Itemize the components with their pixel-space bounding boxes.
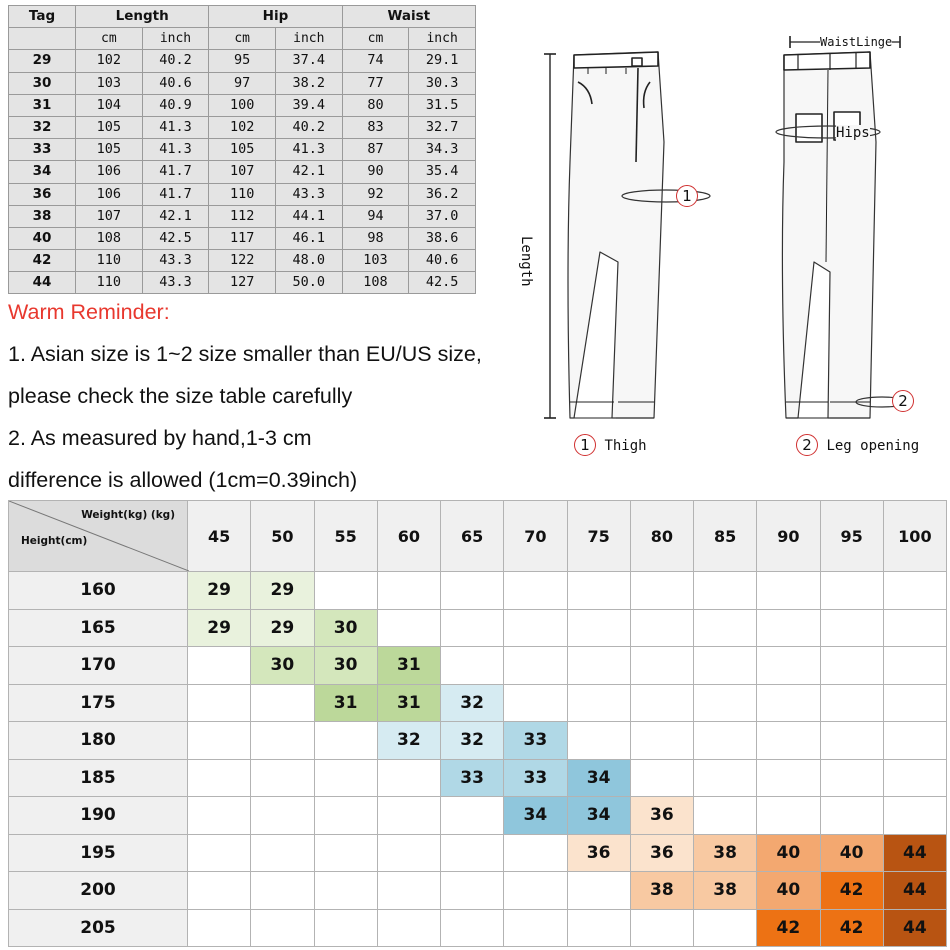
- reminder-line-4: difference is allowed (1cm=0.39inch): [8, 468, 358, 492]
- measurement-cell: 35.4: [409, 161, 476, 183]
- size-cell: 29: [188, 572, 251, 610]
- measurement-cell: 42.5: [142, 227, 209, 249]
- measurement-cell: 94: [342, 205, 409, 227]
- unit-cell: cm: [209, 28, 276, 50]
- weight-header-cell: 70: [504, 501, 567, 572]
- size-cell: 33: [441, 759, 504, 797]
- measurement-cell: 48.0: [275, 250, 342, 272]
- empty-cell: [314, 834, 377, 872]
- measurement-cell: 41.3: [142, 139, 209, 161]
- measurement-cell: 117: [209, 227, 276, 249]
- weight-header-cell: 65: [441, 501, 504, 572]
- empty-cell: [630, 647, 693, 685]
- empty-cell: [757, 722, 820, 760]
- size-cell: 29: [251, 609, 314, 647]
- height-cell: 195: [9, 834, 188, 872]
- size-cell: 38: [630, 872, 693, 910]
- size-cell: 38: [694, 834, 757, 872]
- measurement-cell: 42.5: [409, 272, 476, 294]
- size-cell: 34: [504, 797, 567, 835]
- empty-cell: [820, 759, 883, 797]
- empty-cell: [883, 722, 946, 760]
- empty-cell: [630, 722, 693, 760]
- empty-cell: [820, 722, 883, 760]
- measurement-cell: 105: [76, 116, 143, 138]
- pants-measurement-diagram: [518, 22, 950, 462]
- size-cell: 42: [757, 909, 820, 947]
- measurement-cell: 32.7: [409, 116, 476, 138]
- measurement-cell: 102: [76, 50, 143, 72]
- tag-cell: 38: [9, 205, 76, 227]
- empty-cell: [694, 572, 757, 610]
- empty-cell: [694, 797, 757, 835]
- weight-header-cell: 85: [694, 501, 757, 572]
- measurement-cell: 112: [209, 205, 276, 227]
- measurement-cell: 34.3: [409, 139, 476, 161]
- measurement-cell: 106: [76, 161, 143, 183]
- size-cell: 36: [567, 834, 630, 872]
- size-cell: 32: [441, 684, 504, 722]
- empty-cell: [694, 647, 757, 685]
- weight-header-cell: 95: [820, 501, 883, 572]
- empty-cell: [883, 572, 946, 610]
- unit-cell: cm: [76, 28, 143, 50]
- size-cell: 44: [883, 872, 946, 910]
- weight-axis-label: Weight(kg) (kg): [81, 509, 175, 521]
- empty-cell: [188, 909, 251, 947]
- thigh-legend-label: Thigh: [604, 438, 647, 454]
- size-cell: 32: [377, 722, 440, 760]
- empty-cell: [188, 722, 251, 760]
- empty-cell: [567, 722, 630, 760]
- empty-cell: [820, 572, 883, 610]
- measurement-cell: 92: [342, 183, 409, 205]
- tag-cell: 40: [9, 227, 76, 249]
- empty-cell: [377, 909, 440, 947]
- thigh-legend-marker: 1: [574, 434, 596, 456]
- empty-cell: [188, 797, 251, 835]
- unit-cell: inch: [409, 28, 476, 50]
- height-cell: 160: [9, 572, 188, 610]
- empty-cell: [504, 647, 567, 685]
- empty-cell: [251, 909, 314, 947]
- hips-label: Hips: [836, 125, 870, 141]
- unit-cell: inch: [275, 28, 342, 50]
- measurement-cell: 30.3: [409, 72, 476, 94]
- empty-cell: [694, 722, 757, 760]
- measurement-cell: 98: [342, 227, 409, 249]
- tag-cell: 32: [9, 116, 76, 138]
- leg-opening-legend-marker: 2: [796, 434, 818, 456]
- height-row: [9, 684, 947, 722]
- size-chart-row: [9, 227, 476, 249]
- measurement-cell: 41.3: [142, 116, 209, 138]
- height-cell: 205: [9, 909, 188, 947]
- tag-cell: 34: [9, 161, 76, 183]
- empty-cell: [251, 684, 314, 722]
- length-label: Length: [518, 236, 534, 287]
- measurement-cell: 44.1: [275, 205, 342, 227]
- measurement-cell: 83: [342, 116, 409, 138]
- empty-cell: [314, 722, 377, 760]
- size-cell: 29: [188, 609, 251, 647]
- measurement-cell: 110: [76, 272, 143, 294]
- measurement-cell: 40.2: [142, 50, 209, 72]
- size-chart-row: [9, 50, 476, 72]
- measurement-cell: 103: [76, 72, 143, 94]
- measurement-cell: 90: [342, 161, 409, 183]
- measurement-cell: 38.2: [275, 72, 342, 94]
- measurement-cell: 42.1: [142, 205, 209, 227]
- height-row: [9, 647, 947, 685]
- weight-height-corner: [9, 501, 188, 572]
- size-cell: 32: [441, 722, 504, 760]
- pants-outline-illustration: [530, 22, 950, 462]
- measurement-cell: 41.3: [275, 139, 342, 161]
- empty-cell: [567, 684, 630, 722]
- size-cell: 40: [757, 872, 820, 910]
- empty-cell: [314, 572, 377, 610]
- empty-cell: [694, 909, 757, 947]
- height-cell: 190: [9, 797, 188, 835]
- tag-cell: 36: [9, 183, 76, 205]
- size-cell: 44: [883, 909, 946, 947]
- size-cell: 36: [630, 797, 693, 835]
- weight-header-cell: 75: [567, 501, 630, 572]
- measurement-cell: 41.7: [142, 183, 209, 205]
- height-axis-label: Height(cm): [21, 535, 88, 547]
- measurement-cell: 40.6: [142, 72, 209, 94]
- measurement-cell: 102: [209, 116, 276, 138]
- empty-cell: [757, 797, 820, 835]
- measurement-cell: 42.1: [275, 161, 342, 183]
- measurement-cell: 40.6: [409, 250, 476, 272]
- size-cell: 34: [567, 797, 630, 835]
- empty-cell: [441, 909, 504, 947]
- size-cell: 40: [820, 834, 883, 872]
- empty-cell: [314, 759, 377, 797]
- size-cell: 30: [314, 609, 377, 647]
- size-cell: 31: [377, 647, 440, 685]
- size-cell: 31: [314, 684, 377, 722]
- empty-cell: [694, 684, 757, 722]
- size-cell: 30: [251, 647, 314, 685]
- header-hip: Hip: [209, 6, 342, 28]
- empty-cell: [757, 684, 820, 722]
- height-cell: 170: [9, 647, 188, 685]
- empty-cell: [504, 834, 567, 872]
- empty-cell: [377, 759, 440, 797]
- height-row: [9, 797, 947, 835]
- size-cell: 33: [504, 722, 567, 760]
- empty-cell: [630, 909, 693, 947]
- size-chart-row: [9, 139, 476, 161]
- empty-cell: [567, 909, 630, 947]
- size-cell: 44: [883, 834, 946, 872]
- empty-cell: [251, 834, 314, 872]
- empty-cell: [757, 572, 820, 610]
- empty-cell: [883, 647, 946, 685]
- measurement-cell: 46.1: [275, 227, 342, 249]
- size-chart-row: [9, 272, 476, 294]
- size-cell: 34: [567, 759, 630, 797]
- header-tag: Tag: [9, 6, 76, 28]
- header-waist: Waist: [342, 6, 475, 28]
- size-cell: 31: [377, 684, 440, 722]
- weight-header-cell: 80: [630, 501, 693, 572]
- empty-cell: [188, 647, 251, 685]
- reminder-line-3: 2. As measured by hand,1-3 cm: [8, 426, 312, 450]
- empty-cell: [377, 572, 440, 610]
- empty-cell: [251, 797, 314, 835]
- weight-header-cell: 100: [883, 501, 946, 572]
- tag-cell: 42: [9, 250, 76, 272]
- thigh-legend: [574, 434, 647, 456]
- size-cell: 33: [504, 759, 567, 797]
- leg-opening-marker: 2: [892, 390, 914, 412]
- empty-cell: [630, 684, 693, 722]
- measurement-cell: 38.6: [409, 227, 476, 249]
- measurement-cell: 40.9: [142, 94, 209, 116]
- empty-cell: [377, 609, 440, 647]
- empty-cell: [441, 834, 504, 872]
- empty-cell: [757, 609, 820, 647]
- empty-cell: [630, 572, 693, 610]
- size-cell: 36: [630, 834, 693, 872]
- empty-cell: [188, 834, 251, 872]
- size-cell: 30: [314, 647, 377, 685]
- empty-cell: [314, 872, 377, 910]
- height-cell: 165: [9, 609, 188, 647]
- tag-cell: 30: [9, 72, 76, 94]
- measurement-cell: 43.3: [275, 183, 342, 205]
- empty-cell: [377, 797, 440, 835]
- empty-cell: [504, 909, 567, 947]
- height-row: [9, 722, 947, 760]
- height-row: [9, 872, 947, 910]
- measurement-cell: 29.1: [409, 50, 476, 72]
- measurement-cell: 105: [76, 139, 143, 161]
- weight-header-cell: 50: [251, 501, 314, 572]
- tag-cell: 29: [9, 50, 76, 72]
- empty-cell: [567, 872, 630, 910]
- measurement-cell: 100: [209, 94, 276, 116]
- header-length: Length: [76, 6, 209, 28]
- measurement-cell: 110: [76, 250, 143, 272]
- measurement-cell: 40.2: [275, 116, 342, 138]
- warm-reminder-title: Warm Reminder:: [8, 300, 170, 324]
- weight-header-cell: 90: [757, 501, 820, 572]
- empty-cell: [504, 572, 567, 610]
- measurement-cell: 108: [76, 227, 143, 249]
- size-cell: 42: [820, 872, 883, 910]
- size-chart-row: [9, 205, 476, 227]
- height-row: [9, 572, 947, 610]
- measurement-cell: 95: [209, 50, 276, 72]
- empty-cell: [441, 797, 504, 835]
- empty-cell: [567, 609, 630, 647]
- empty-cell: [567, 572, 630, 610]
- measurement-cell: 31.5: [409, 94, 476, 116]
- unit-cell: inch: [142, 28, 209, 50]
- measurement-cell: 37.0: [409, 205, 476, 227]
- measurement-cell: 36.2: [409, 183, 476, 205]
- empty-cell: [188, 872, 251, 910]
- empty-cell: [883, 797, 946, 835]
- empty-cell: [377, 834, 440, 872]
- measurement-cell: 105: [209, 139, 276, 161]
- measurement-cell: 108: [342, 272, 409, 294]
- empty-cell: [251, 872, 314, 910]
- size-cell: 42: [820, 909, 883, 947]
- height-cell: 185: [9, 759, 188, 797]
- height-row: [9, 609, 947, 647]
- unit-cell: cm: [342, 28, 409, 50]
- measurement-cell: 127: [209, 272, 276, 294]
- measurement-cell: 80: [342, 94, 409, 116]
- measurement-cell: 110: [209, 183, 276, 205]
- empty-cell: [757, 647, 820, 685]
- reminder-line-1: 1. Asian size is 1~2 size smaller than EU/US size,: [8, 342, 482, 366]
- measurement-cell: 43.3: [142, 250, 209, 272]
- size-chart-units-row: [9, 28, 476, 50]
- size-cell: 38: [694, 872, 757, 910]
- empty-cell: [630, 609, 693, 647]
- size-cell: 29: [251, 572, 314, 610]
- empty-cell: [694, 759, 757, 797]
- empty-cell: [883, 609, 946, 647]
- weight-header-cell: 60: [377, 501, 440, 572]
- empty-cell: [820, 609, 883, 647]
- empty-cell: [567, 647, 630, 685]
- height-cell: 200: [9, 872, 188, 910]
- size-chart-header-row: [9, 6, 476, 28]
- leg-opening-legend-label: Leg opening: [826, 438, 920, 454]
- empty-cell: [188, 759, 251, 797]
- empty-cell: [504, 872, 567, 910]
- size-recommendation-table: [8, 500, 947, 947]
- weight-header-row: [9, 501, 947, 572]
- height-cell: 175: [9, 684, 188, 722]
- height-row: [9, 759, 947, 797]
- measurement-cell: 97: [209, 72, 276, 94]
- units-blank-cell: [9, 28, 76, 50]
- empty-cell: [441, 609, 504, 647]
- waist-label: WaistLinge: [820, 35, 893, 49]
- thigh-marker: 1: [676, 185, 698, 207]
- measurement-cell: 87: [342, 139, 409, 161]
- height-row: [9, 909, 947, 947]
- empty-cell: [504, 684, 567, 722]
- size-chart-row: [9, 94, 476, 116]
- empty-cell: [188, 684, 251, 722]
- empty-cell: [314, 797, 377, 835]
- tag-cell: 31: [9, 94, 76, 116]
- size-chart-row: [9, 250, 476, 272]
- weight-header-cell: 55: [314, 501, 377, 572]
- empty-cell: [757, 759, 820, 797]
- size-chart-row: [9, 72, 476, 94]
- measurement-cell: 122: [209, 250, 276, 272]
- empty-cell: [504, 609, 567, 647]
- empty-cell: [441, 647, 504, 685]
- empty-cell: [314, 909, 377, 947]
- empty-cell: [441, 572, 504, 610]
- tag-cell: 44: [9, 272, 76, 294]
- measurement-cell: 41.7: [142, 161, 209, 183]
- size-chart-row: [9, 116, 476, 138]
- empty-cell: [883, 684, 946, 722]
- reminder-line-2: please check the size table carefully: [8, 384, 353, 408]
- tag-cell: 33: [9, 139, 76, 161]
- size-cell: 40: [757, 834, 820, 872]
- measurement-cell: 37.4: [275, 50, 342, 72]
- measurement-cell: 104: [76, 94, 143, 116]
- measurement-cell: 39.4: [275, 94, 342, 116]
- empty-cell: [820, 797, 883, 835]
- empty-cell: [630, 759, 693, 797]
- measurement-cell: 74: [342, 50, 409, 72]
- empty-cell: [377, 872, 440, 910]
- measurement-cell: 106: [76, 183, 143, 205]
- empty-cell: [883, 759, 946, 797]
- empty-cell: [441, 872, 504, 910]
- weight-header-cell: 45: [188, 501, 251, 572]
- size-chart-row: [9, 161, 476, 183]
- empty-cell: [251, 759, 314, 797]
- measurement-cell: 107: [209, 161, 276, 183]
- measurement-cell: 107: [76, 205, 143, 227]
- leg-opening-legend: [796, 434, 919, 456]
- size-chart-table: [8, 5, 476, 294]
- height-cell: 180: [9, 722, 188, 760]
- height-row: [9, 834, 947, 872]
- size-chart-row: [9, 183, 476, 205]
- empty-cell: [820, 684, 883, 722]
- empty-cell: [820, 647, 883, 685]
- measurement-cell: 103: [342, 250, 409, 272]
- empty-cell: [694, 609, 757, 647]
- measurement-cell: 50.0: [275, 272, 342, 294]
- measurement-cell: 43.3: [142, 272, 209, 294]
- measurement-cell: 77: [342, 72, 409, 94]
- empty-cell: [251, 722, 314, 760]
